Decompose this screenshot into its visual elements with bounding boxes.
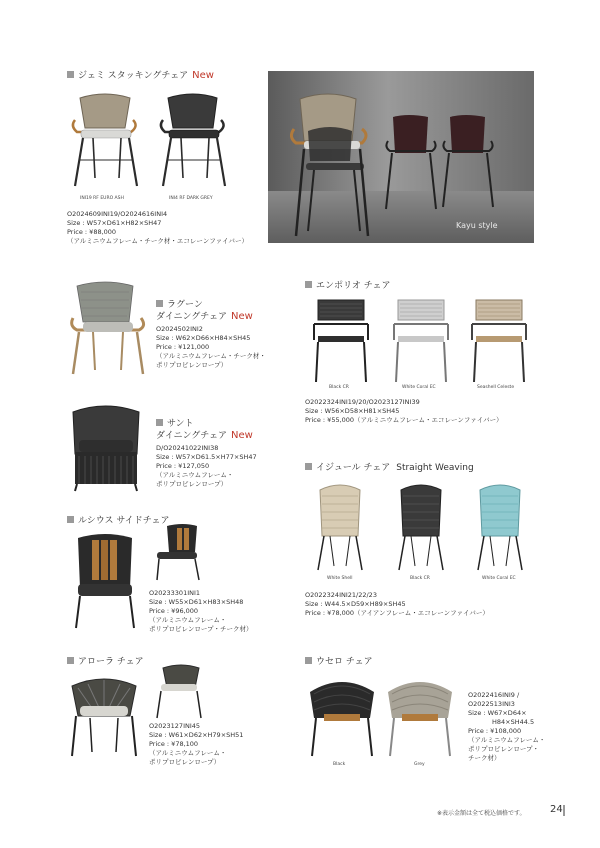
product-code: O2024609INI19/O2024616INI4 [67,210,168,218]
section-marker [156,300,163,307]
spec-block-santo [156,444,257,489]
chair-image-santo [67,400,147,492]
page-number: 24 [550,804,563,815]
product-price: Price : ¥88,000 [67,228,117,236]
section-marker [67,71,74,78]
product-material-cont: ポリプロピレンロープ） [156,361,228,369]
product-code: O20233301INI1 [149,589,201,597]
section-title-lucius: ルシウス サイドチェア [67,515,169,527]
chair-image-emporio-white [390,296,452,384]
section-marker [305,281,312,288]
section-marker [305,463,312,470]
product-material: （アルミニウムフレーム・ [149,616,227,624]
caption-jemi-ash: INI19 RF EURO ASH [80,196,124,201]
section-subtitle-santo: ダイニングチェア New [156,430,253,441]
photo-watermark: Kayu style [456,221,498,230]
section-marker [67,516,74,523]
caption-emporio-black: Black CR [329,385,349,390]
section-marker [305,657,312,664]
product-size: Size : W55×D61×H83×SH48 [149,598,244,606]
new-badge: New [231,311,253,322]
chair-image-aurora-side [153,662,205,720]
product-code: O2023127INI45 [149,722,201,730]
caption-ijule-black: Black CR [410,576,430,581]
product-size: Size : W62×D66×H84×SH45 [156,334,251,342]
chair-image-lucius-side [153,522,203,582]
product-material: （アルミニウムフレーム・ [149,749,227,757]
chair-image-jemi-grey [155,90,240,192]
product-price: Price : ¥55,000（アルミニウムフレーム・エコレーンファイバー） [305,416,503,424]
section-marker [67,657,74,664]
page-number-bar [563,805,565,816]
product-price: Price : ¥121,000 [156,343,210,351]
product-size: Size : W57×D61×H82×SH47 [67,219,162,227]
section-marker [156,419,163,426]
product-code: O2022324INI19/20/O2023127INI39 [305,398,420,406]
product-material-cont: ポリプロピレンロープ・チーク材） [149,625,253,633]
spec-block-lucius [149,589,253,634]
product-code: O2024502INI2 [156,325,203,333]
caption-ijule-coral: White Coral EC [482,576,516,581]
chair-image-lucius-front [70,528,140,630]
chair-image-ijule-black [393,480,449,572]
product-material: （アルミニウムフレーム・チーク材・ [156,352,266,360]
product-material: （アルミニウムフレーム・チーク材・エコレーンファイバー） [67,237,249,245]
chair-image-lagoon [67,278,149,378]
product-code: O2022324INI21/22/23 [305,591,377,599]
section-title-santo: サント [156,418,194,430]
product-material: （アルミニウムフレーム・ [468,736,546,744]
lifestyle-photo-image [268,71,534,243]
chair-image-jemi-ash [65,90,155,192]
product-code: O2022416INI9 / [468,691,520,699]
product-size: Size : W57×D61.5×H77×SH47 [156,453,257,461]
spec-block-ijule [305,591,489,618]
product-code: D/O20241022INI38 [156,444,219,452]
product-size: Size : W61×D62×H79×SH51 [149,731,244,739]
caption-emporio-white: White Coral EC [402,385,436,390]
section-subtitle-ijule: Straight Weaving [396,463,474,473]
caption-usero-grey: Grey [414,762,425,767]
chair-image-aurora-front [68,672,140,758]
product-price: Price : ¥127,050 [156,462,210,470]
chair-image-usero-black [306,672,378,758]
section-title-lagoon: ラグーン [156,299,203,311]
product-price: Price : ¥78,100 [149,740,199,748]
spec-block-lagoon [156,325,266,370]
product-size: Size : W56×D58×H81×SH45 [305,407,400,415]
new-badge: New [192,70,214,81]
section-title-aurora: アローラ チェア [67,656,144,668]
spec-block-emporio [305,398,503,425]
spec-block-aurora [149,722,243,767]
product-material: （アルミニウムフレーム・ [156,471,234,479]
spec-block-jemi [67,210,248,246]
product-price: Price : ¥78,000（アイアンフレーム・エコレーンファイバー） [305,609,489,617]
chair-image-emporio-seashell [468,296,530,384]
section-title-usero: ウセロ チェア [305,656,373,668]
product-material-cont: ポリプロピレンロープ） [156,480,228,488]
caption-usero-black: Black [333,762,346,767]
product-size: Size : W44.5×D59×H89×SH45 [305,600,406,608]
chair-image-ijule-coral [472,480,528,572]
product-price: Price : ¥96,000 [149,607,199,615]
product-price: Price : ¥108,000 [468,727,522,735]
section-title-jemi: ジェミ スタッキングチェア New [67,70,214,82]
tax-note: ※表示金額は全て税込価格です。 [437,810,526,817]
section-title-ijule: イジュール チェア Straight Weaving [305,462,474,474]
product-material-cont: ポリプロピレンロープ） [149,758,221,766]
lifestyle-photo [268,71,534,243]
caption-ijule-white: White Shell [327,576,353,581]
product-material-cont-2: チーク材） [468,754,501,762]
spec-block-usero [468,691,545,763]
caption-emporio-seashell: Seashell Celeste [477,385,515,390]
product-code-cont: O2022513INI3 [468,700,515,708]
product-material-cont: ポリプロピレンロープ・ [468,745,540,753]
chair-image-usero-grey [384,672,456,758]
new-badge: New [231,430,253,441]
section-title-emporio: エンポリオ チェア [305,280,391,292]
product-size: Size : W67×D64× [468,709,527,717]
section-subtitle-lagoon: ダイニングチェア New [156,311,253,322]
chair-image-ijule-white [312,480,368,572]
chair-image-emporio-black [310,296,372,384]
product-size-cont: H84×SH44.5 [492,718,535,726]
caption-jemi-grey: INI4 RF DARK GREY [169,196,213,201]
